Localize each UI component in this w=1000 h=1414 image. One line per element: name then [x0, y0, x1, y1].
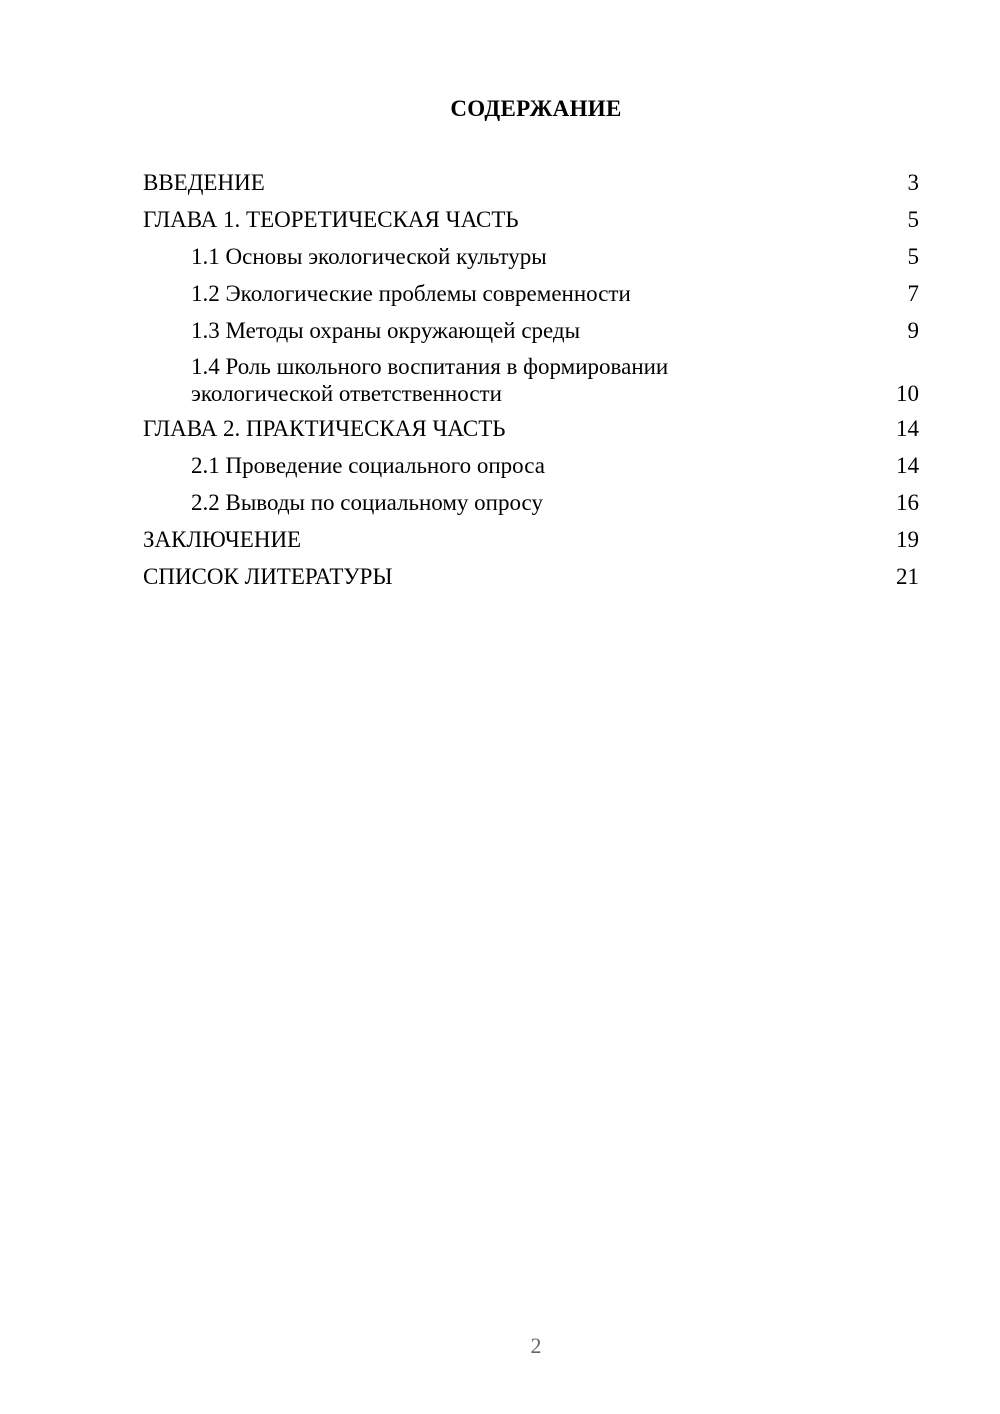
- toc-entry-section-1-4: [143, 353, 919, 407]
- toc-entry-section-2-2: [143, 488, 919, 518]
- toc-entry-page: 7: [907, 281, 919, 306]
- toc-entry-page: 14: [896, 453, 919, 478]
- toc-entry-text: ГЛАВА 1. ТЕОРЕТИЧЕСКАЯ ЧАСТЬ: [143, 207, 519, 232]
- toc-entry-introduction: [143, 168, 919, 198]
- toc-entry-conclusion: [143, 525, 919, 555]
- toc-entry-section-1-1: [143, 242, 919, 272]
- toc-entry-page: 16: [896, 490, 919, 515]
- toc-title: СОДЕРЖАНИЕ: [450, 96, 622, 121]
- toc-entry-page: 21: [896, 564, 919, 589]
- toc-entry-text: ЗАКЛЮЧЕНИЕ: [143, 527, 302, 552]
- table-of-contents: [143, 168, 919, 599]
- toc-entry-section-1-3: [143, 316, 919, 346]
- toc-entry-text: 1.4 Роль школьного воспитания в формировании экологической ответственности: [191, 354, 669, 406]
- toc-entry-text: 1.2 Экологические проблемы современности: [191, 281, 631, 306]
- toc-entry-section-1-2: [143, 279, 919, 309]
- toc-entry-page: 9: [907, 318, 919, 343]
- page-number: 2: [530, 1333, 542, 1358]
- toc-entry-page: 19: [896, 527, 919, 552]
- toc-entry-text: 2.2 Выводы по социальному опросу: [191, 490, 543, 515]
- toc-entry-text: ГЛАВА 2. ПРАКТИЧЕСКАЯ ЧАСТЬ: [143, 416, 506, 441]
- toc-entry-page: 10: [896, 381, 919, 406]
- toc-entry-chapter-1: [143, 205, 919, 235]
- toc-entry-text: 1.3 Методы охраны окружающей среды: [191, 318, 581, 343]
- toc-entry-text: СПИСОК ЛИТЕРАТУРЫ: [143, 564, 393, 589]
- toc-entry-page: 5: [907, 244, 919, 269]
- toc-entry-section-2-1: [143, 451, 919, 481]
- toc-entry-text: 2.1 Проведение социального опроса: [191, 453, 545, 478]
- toc-entry-text: 1.1 Основы экологической культуры: [191, 244, 547, 269]
- toc-entry-page: 5: [907, 207, 919, 232]
- toc-entry-text: ВВЕДЕНИЕ: [143, 170, 265, 195]
- toc-entry-page: 14: [896, 416, 919, 441]
- toc-entry-page: 3: [907, 170, 919, 195]
- toc-entry-bibliography: [143, 562, 919, 592]
- toc-entry-chapter-2: [143, 414, 919, 444]
